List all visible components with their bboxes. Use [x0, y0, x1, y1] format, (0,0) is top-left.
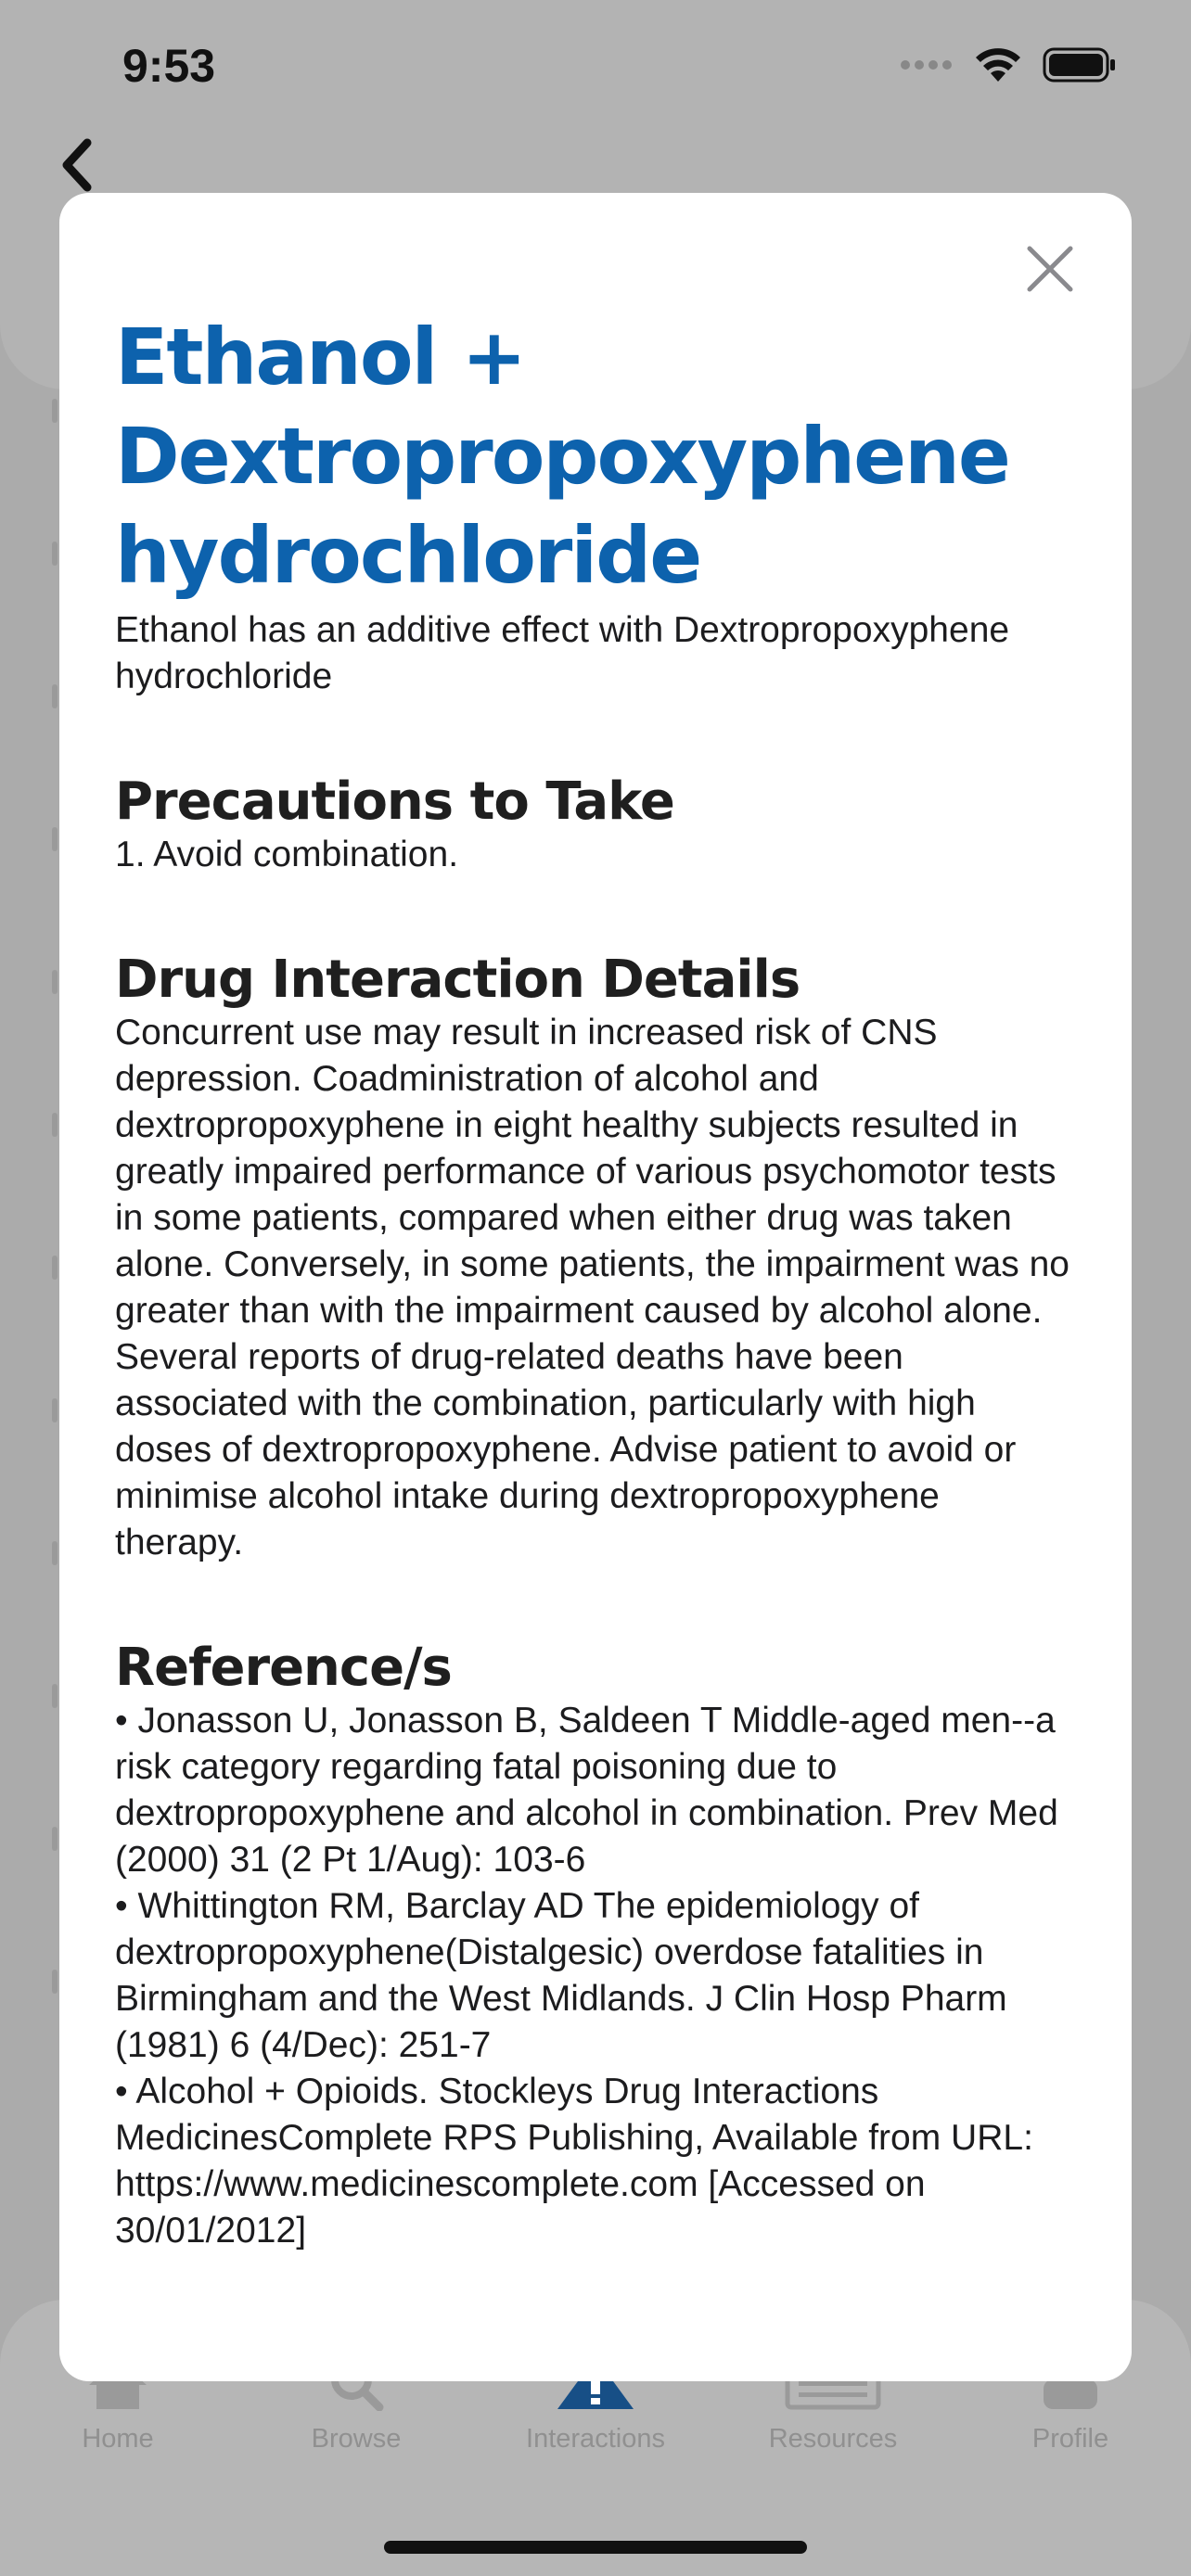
cellular-signal-icon — [900, 58, 954, 71]
status-bar — [0, 0, 1191, 130]
precautions-text: 1. Avoid combination. — [115, 835, 459, 874]
close-icon[interactable] — [1024, 243, 1076, 295]
tab-home-label: Home — [82, 2424, 154, 2454]
tab-interactions-label: Interactions — [526, 2424, 665, 2454]
precautions-heading: Precautions to Take — [115, 772, 674, 832]
interaction-detail-modal — [59, 193, 1132, 2381]
tab-profile-label: Profile — [1031, 2424, 1109, 2454]
details-heading: Drug Interaction Details — [115, 950, 800, 1010]
references-list — [115, 1698, 1076, 2254]
details-text: Concurrent use may result in increased risk of CNS depression. Coadministration of alcohol and dextropropoxyphene in eight healthy subjects resulted in greatly impaired performance of various psychomotor tests in some patients, compared when either drug was taken alone. Conversely, in some patients, the impairment was no greater than with the impairment caused by alcohol alone. Several reports of drug-related deaths have been associated with the combination, particularly with high doses of dextropropoxyphene. Advise patient to avoid or minimise alcohol intake during dextropropoxyphene therapy. — [115, 1013, 1069, 1562]
status-icons — [900, 46, 1117, 83]
references-heading: Reference/s — [115, 1638, 452, 1698]
interaction-summary: Ethanol has an additive effect with Dextropropoxyphene hydrochloride — [115, 610, 1010, 696]
battery-icon — [1043, 47, 1117, 83]
reference-item: • Alcohol + Opioids. Stockleys Drug Interactions MedicinesComplete RPS Publishing, Available from URL: https://www.medicinescomplete.com [Accessed on 30/01/2012] — [115, 2072, 1033, 2251]
reference-item: • Jonasson U, Jonasson B, Saldeen T Middle-aged men--a risk category regarding fatal poisoning due to dextropropoxyphene and alcohol in combination. Prev Med (2000) 31 (2 Pt 1/Aug): 103-6 — [115, 1701, 1058, 1880]
home-indicator[interactable] — [384, 2541, 807, 2554]
back-chevron-icon[interactable] — [58, 137, 95, 193]
wifi-icon — [974, 46, 1022, 83]
interaction-title: Ethanol + Dextropropoxyphene hydrochloride — [115, 312, 1009, 601]
reference-item: • Whittington RM, Barclay AD The epidemiology of dextropropoxyphene(Distalgesic) overdose fatalities in Birmingham and the West Midlands. J Clin Hosp Pharm (1981) 6 (4/Dec): 251-7 — [115, 1886, 1007, 2065]
tab-resources-label: Resources — [768, 2424, 898, 2454]
tab-browse-label: Browse — [311, 2424, 402, 2454]
status-time: 9:53 — [122, 40, 216, 92]
